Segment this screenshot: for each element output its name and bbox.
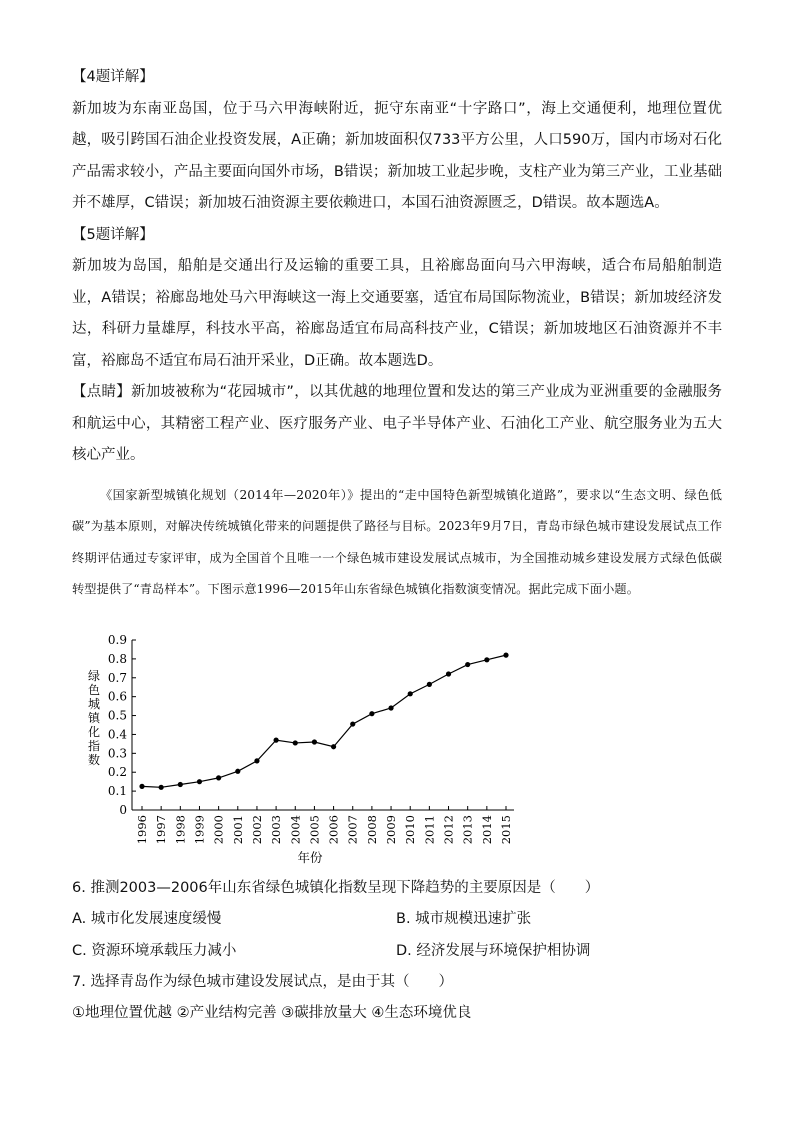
- data-point: [178, 782, 183, 787]
- x-axis-label: 年份: [297, 850, 323, 865]
- data-point: [446, 671, 451, 676]
- x-tick-label: 2003: [269, 815, 284, 845]
- question-7-stem: 7. 选择青岛作为绿色城市建设发展试点，是由于其（ ）: [72, 974, 453, 990]
- x-tick-label: 2012: [441, 815, 456, 845]
- x-tick-label: 1998: [173, 815, 188, 845]
- y-axis-label-char: 数: [87, 753, 101, 767]
- data-point: [197, 779, 202, 784]
- x-tick-label: 2009: [384, 815, 399, 845]
- y-axis-label-char: 城: [87, 697, 101, 711]
- q6-option-b[interactable]: B. 城市规模迅速扩张: [396, 911, 532, 927]
- y-tick-label: 0.5: [107, 708, 127, 723]
- x-tick-label: 2002: [249, 815, 264, 845]
- data-point: [254, 758, 259, 763]
- question-7-options: ①地理位置优越 ②产业结构完善 ③碳排放量大 ④生态环境优良: [72, 1005, 472, 1021]
- y-tick-label: 0.7: [107, 670, 127, 685]
- line-chart-svg: [72, 628, 532, 868]
- y-tick-label: 0.2: [107, 765, 127, 780]
- data-point: [235, 769, 240, 774]
- x-tick-label: 2005: [307, 815, 322, 845]
- q6-option-d[interactable]: D. 经济发展与环境保护相协调: [396, 943, 591, 959]
- data-point: [274, 738, 279, 743]
- data-point: [312, 739, 317, 744]
- x-tick-label: 2008: [364, 815, 379, 845]
- data-point: [388, 705, 393, 710]
- data-point: [159, 785, 164, 790]
- x-tick-label: 2000: [211, 815, 226, 845]
- series-line: [142, 655, 506, 787]
- green-urbanization-chart: [72, 628, 532, 868]
- y-axis-label-char: 镇: [87, 711, 101, 725]
- y-axis-label-char: 化: [87, 725, 101, 739]
- answer-explanations: [72, 62, 722, 606]
- y-tick-label: 0.9: [107, 633, 127, 647]
- x-tick-label: 1999: [192, 815, 207, 845]
- q4-explanation: 新加坡为东南亚岛国，位于马六甲海峡附近，扼守东南亚“十字路口”，海上交通便利，地理位置优越，吸引跨国石油企业投资发展，A正确；新加坡面积仅733平方公里，人口590万，国内市场对石化产品需求较小，产品主要面向国外市场，B错误；新加坡工业起步晚，支柱产业为第三产业，工业基础并不雄厚，C错误；新加坡石油资源主要依赖进口，本国石油资源匮乏，D错误。故本题选A。: [72, 100, 722, 211]
- y-tick-label: 0.1: [107, 784, 127, 799]
- x-tick-label: 2004: [288, 815, 303, 845]
- y-axis-label-char: 绿: [87, 669, 101, 683]
- data-point: [427, 682, 432, 687]
- data-point: [331, 744, 336, 749]
- q5-explanation: 新加坡为岛国，船舶是交通出行及运输的重要工具，且裕廊岛面向马六甲海峡，适合布局船舶制造业，A错误；裕廊岛地处马六甲海峡这一海上交通要塞，适宜布局国际物流业，B错误；新加坡经济发达，科研力量雄厚，科技水平高，裕廊岛适宜布局高科技产业，C错误；新加坡地区石油资源并不丰富，裕廊岛不适宜布局石油开采业，D正确。故本题选D。: [72, 258, 722, 369]
- x-tick-label: 2014: [479, 815, 494, 845]
- q6-option-c[interactable]: C. 资源环境承载压力减小: [72, 943, 237, 959]
- data-point: [139, 784, 144, 789]
- data-point: [503, 653, 508, 658]
- x-tick-label: 2011: [422, 815, 437, 845]
- y-axis-label-char: 色: [87, 683, 101, 697]
- x-tick-label: 2001: [230, 815, 245, 845]
- x-tick-label: 1996: [135, 815, 149, 845]
- data-point: [369, 711, 374, 716]
- data-point: [408, 691, 413, 696]
- x-tick-label: 2006: [326, 815, 341, 845]
- question-6-stem: 6. 推测2003—2006年山东省绿色城镇化指数呈现下降趋势的主要原因是（ ）: [72, 880, 600, 896]
- x-tick-label: 2007: [345, 815, 360, 845]
- data-point: [350, 721, 355, 726]
- y-tick-label: 0: [119, 803, 127, 817]
- data-point: [484, 657, 489, 662]
- y-tick-label: 0.3: [107, 746, 127, 761]
- x-tick-label: 1997: [154, 815, 169, 845]
- y-tick-label: 0.4: [107, 727, 127, 742]
- y-tick-label: 0.8: [107, 651, 127, 666]
- q5-heading: 【5题详解】: [72, 226, 154, 243]
- data-point: [465, 662, 470, 667]
- x-tick-label: 2013: [460, 815, 475, 845]
- q6-option-a[interactable]: A. 城市化发展速度缓慢: [72, 911, 222, 927]
- y-tick-label: 0.6: [107, 689, 127, 704]
- data-point: [216, 775, 221, 780]
- material-intro: 《国家新型城镇化规划（2014年—2020年）》提出的“走中国特色新型城镇化道路”，要求以“生态文明、绿色低碳”为基本原则，对解决传统城镇化带来的问题提供了路径与目标。2023年9月7日，青岛市绿色城市建设发展试点工作终期评估通过专家评审，成为全国首个且唯一一个绿色城市建设发展试点城市，为全国推动城乡建设发展方式绿色低碳转型提供了“青岛样本”。下图示意1996—2015年山东省绿色城镇化指数演变情况。据此完成下面小题。: [72, 487, 722, 596]
- y-axis-label-char: 指: [87, 739, 101, 753]
- tip-paragraph: 【点睛】新加坡被称为“花园城市”，以其优越的地理位置和发达的第三产业成为亚洲重要的金融服务和航运中心，其精密工程产业、医疗服务产业、电子半导体产业、石油化工产业、航空服务业为五大核心产业。: [72, 384, 722, 463]
- q4-heading: 【4题详解】: [72, 69, 154, 85]
- x-tick-label: 2010: [403, 815, 418, 845]
- x-tick-label: 2015: [499, 815, 513, 845]
- data-point: [293, 740, 298, 745]
